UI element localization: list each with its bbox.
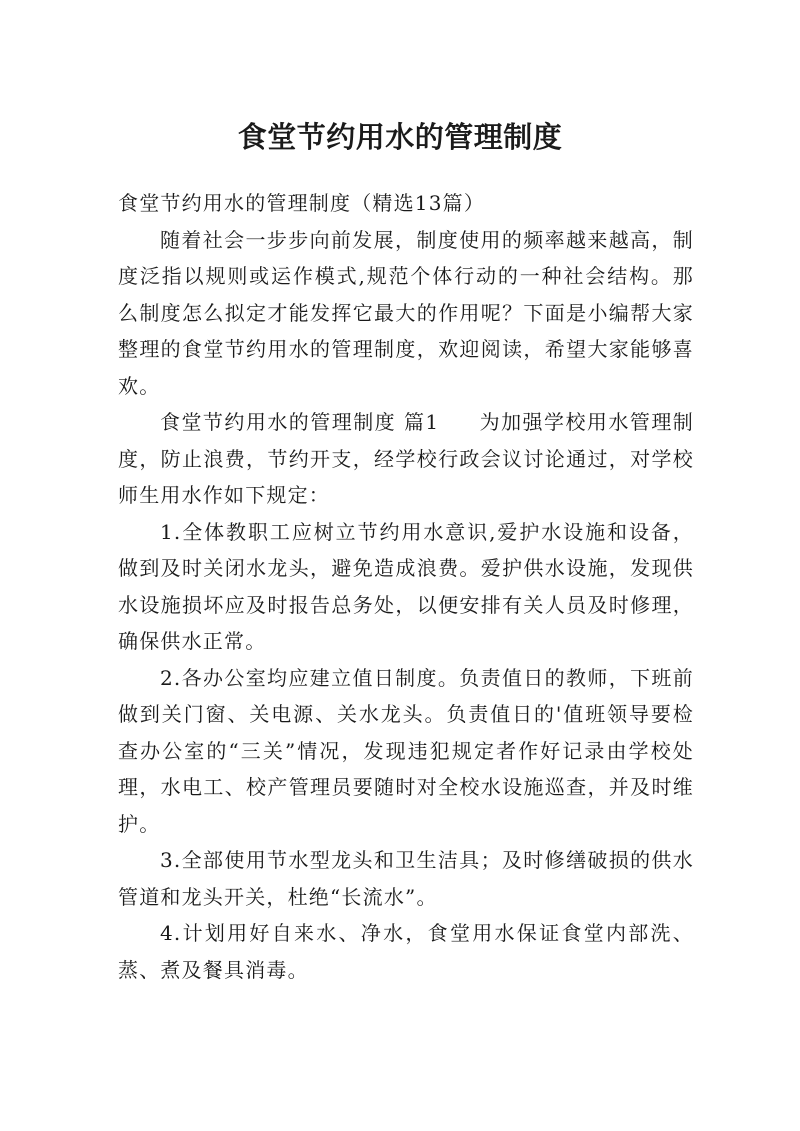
document-subtitle: 食堂节约用水的管理制度（精选13篇） <box>118 191 486 215</box>
intro-paragraph: 随着社会一步步向前发展，制度使用的频率越来越高，制度泛指以规则或运作模式,规范个体行动的一种社会结构。那么制度怎么拟定才能发挥它最大的作用呢？下面是小编帮大家整理的食堂节约用水的管理制度，欢迎阅读，希望大家能够喜欢。 <box>118 227 694 398</box>
document-title: 食堂节约用水的管理制度 <box>237 120 563 155</box>
section-1-text: 为加强学校用水管理制度，防止浪费，节约开支，经学校行政会议讨论通过，对学校师生用水作如下规定： <box>118 410 694 507</box>
rule-item-4: 4.计划用好自来水、净水，食堂用水保证食堂内部洗、蒸、煮及餐具消毒。 <box>118 921 694 982</box>
rule-item-3: 3.全部使用节水型龙头和卫生洁具；及时修缮破损的供水管道和龙头开关，杜绝“长流水”。 <box>118 848 694 909</box>
section-1-heading: 食堂节约用水的管理制度 篇1 <box>160 410 440 434</box>
rule-item-2: 2.各办公室均应建立值日制度。负责值日的教师，下班前做到关门窗、关电源、关水龙头。负责值日的'值班领导要检查办公室的“三关”情况，发现违犯规定者作好记录由学校处理，水电工、校产管理员要随时对全校水设施巡查，并及时维护。 <box>118 665 694 836</box>
rule-item-1: 1.全体教职工应树立节约用水意识,爱护水设施和设备，做到及时关闭水龙头，避免造成浪费。爱护供水设施，发现供水设施损坏应及时报告总务处，以便安排有关人员及时修理，确保供水正常。 <box>118 519 694 653</box>
document-body <box>118 185 694 988</box>
section-1-paragraph <box>118 404 694 514</box>
